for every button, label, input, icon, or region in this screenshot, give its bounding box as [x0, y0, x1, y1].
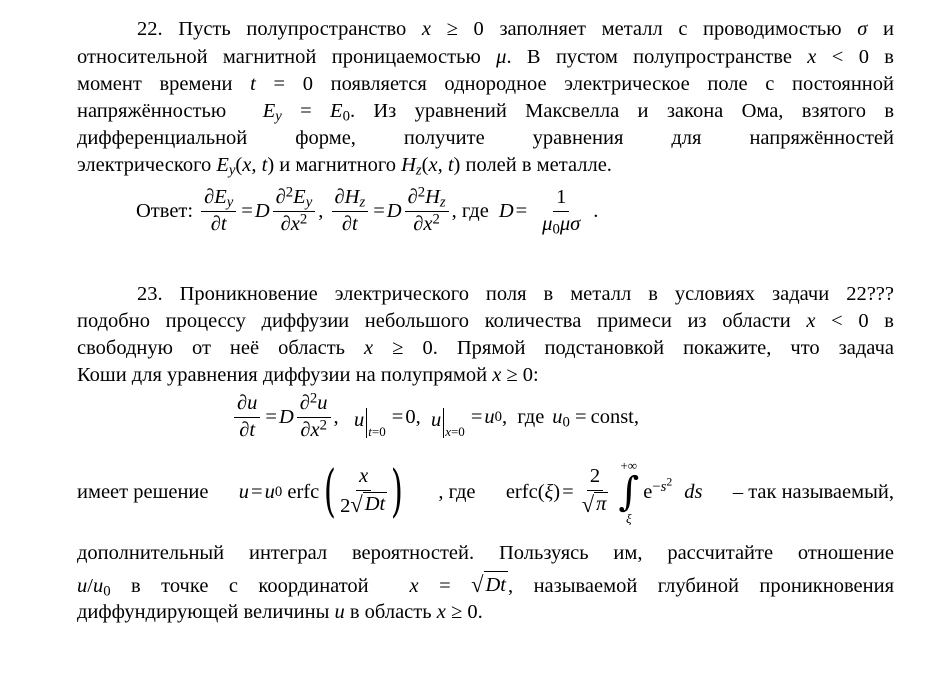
- where-word: где: [517, 405, 545, 428]
- p22-line-2: относительной магнитной проницаемостью μ. В пустом полупространстве x < 0 в: [77, 46, 894, 68]
- p23-line-1: 23. Проникновение электрического поля в металл в условиях задачи 22???: [137, 283, 894, 305]
- p23-line-4: Коши для уравнения диффузии на полупрямой x ≥ 0:: [77, 364, 539, 386]
- erfc-label-2: erfc: [505, 480, 538, 503]
- p22-line-5: дифференциальной форме, получите уравнения для напряжённостей: [77, 127, 894, 149]
- p22-line-4: напряжённостью $E_y = E_0$. Из уравнений Максвелла и закона Ома, взятого в: [77, 100, 895, 125]
- solution-line: имеет решение u = u 0 erfc ( x 2 √ Dt ) , где erfc ( ξ ) = 2 √ π +∞ ∫ ξ $e^{-s^2}$ ds – так называемый,: [77, 458, 894, 526]
- solution-where: , где: [438, 480, 476, 503]
- p22-line-1: 22. Пусть полупространство x ≥ 0 заполняет металл с проводимостью σ и: [137, 18, 894, 40]
- p22-line-6: электрического $E_y(x$, t) и магнитного $H_z(x$, t) полей в металле.: [77, 154, 612, 179]
- p23-trailing-1: дополнительный интеграл вероятностей. Пользуясь им, рассчитайте отношение: [77, 542, 894, 564]
- diffusion-equation: $\frac{\partial u}{\partial t}$ = D $\frac{\partial^2u}{\partial x^2}$ , u t =0 = 0 , u x =0 = u 0 , где $u_0$ = const,: [231, 392, 639, 442]
- p22-line-3: момент времени t = 0 появляется однородное электрическое поле с постоянной: [77, 73, 894, 95]
- p23-trailing-2: $u/u_0$ в точке с координатой x = √ Dt , называемой глубиной проникновения: [77, 572, 894, 600]
- solution-lead: имеет решение: [77, 480, 209, 503]
- p23-line-3: свободную от неё область x ≥ 0. Прямой подстановкой покажите, что задача: [77, 337, 894, 359]
- erfc-label-1: erfc: [287, 480, 320, 503]
- answer-label: Ответ:: [136, 199, 194, 222]
- const-word: const,: [590, 405, 640, 428]
- p23-line-2: подобно процессу диффузии небольшого количества примеси из области x < 0 в: [77, 310, 894, 332]
- p23-trailing-3: диффундирующей величины u в область x ≥ 0.: [77, 601, 483, 623]
- answer-where: , где: [451, 199, 489, 222]
- answer-formula: Ответ: $\frac{\partial E_y}{\partial t}$ = D $\frac{\partial^2E_y}{\partial x^2}$ , $\frac{\partial H_z}{\partial t}$ = D $\frac{\partial^2H_z}{\partial x^2}$ , где D = $\frac{1}{\mu_0\mu\sigma}$ .: [136, 184, 599, 238]
- solution-tail: – так называемый,: [732, 480, 894, 503]
